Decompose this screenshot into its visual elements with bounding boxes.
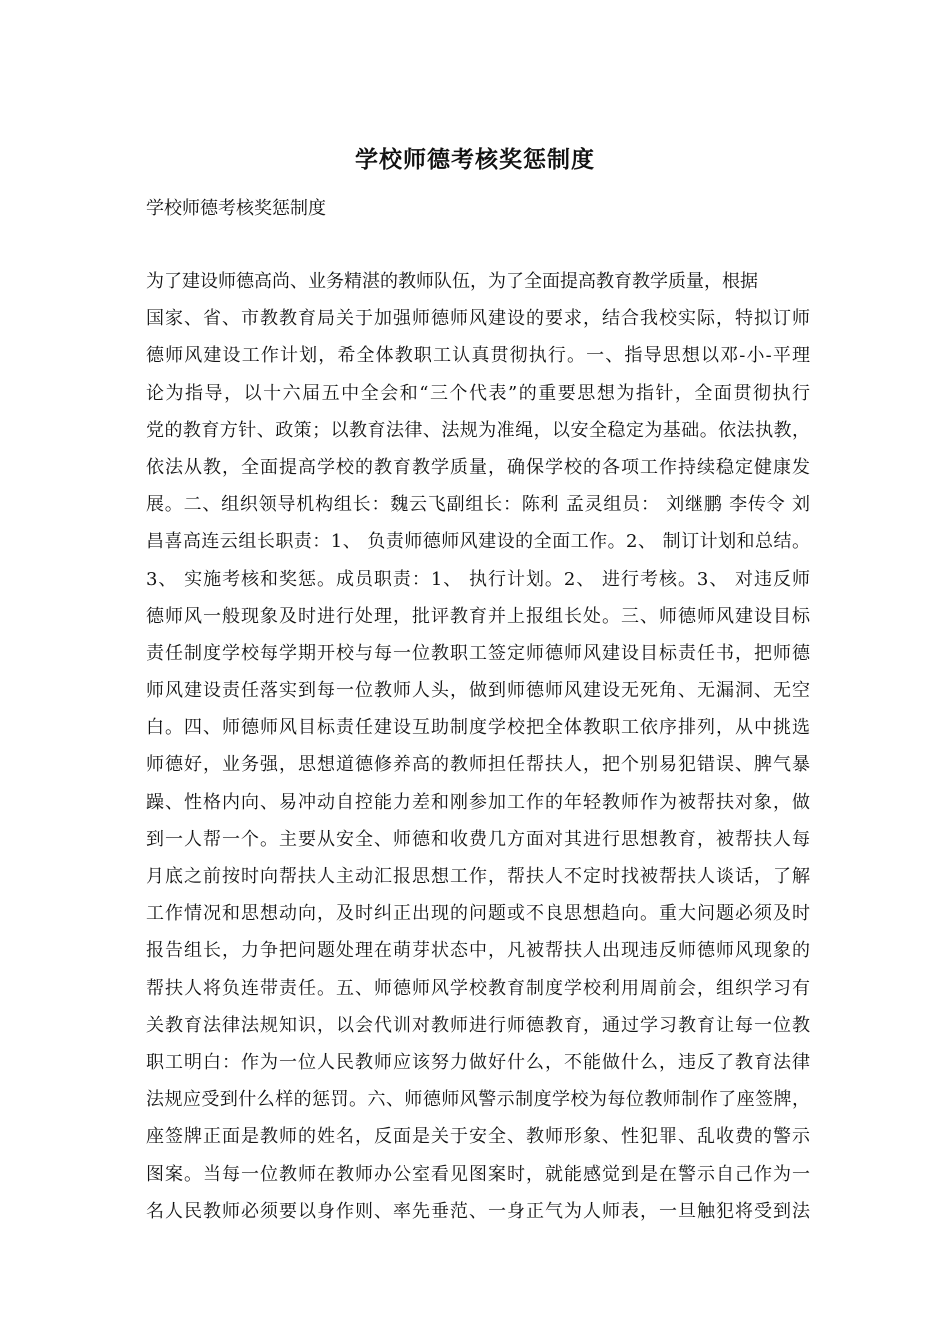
body-text-line: 图案。当每一位教师在教师办公室看见图案时，就能感觉到是在警示自己作为一 — [146, 1163, 810, 1185]
document-title: 学校师德考核奖惩制度 — [355, 146, 595, 173]
body-text-line: 名人民教师必须要以身作则、率先垂范、一身正气为人师表，一旦触犯将受到法 — [146, 1200, 810, 1222]
body-text-line: 师风建设责任落实到每一位教师人头，做到师德师风建设无死角、无漏洞、无空 — [146, 680, 810, 702]
body-text-line: 昌喜高连云组长职责：1、 负责师德师风建设的全面工作。2、 制订计划和总结。 — [146, 531, 810, 553]
body-text-line: 德师风建设工作计划，希全体教职工认真贯彻执行。一、指导思想以邓-小-平理 — [146, 345, 810, 367]
body-text-line: 工作情况和思想动向，及时纠正出现的问题或不良思想趋向。重大问题必须及时 — [146, 903, 810, 925]
body-text-line: 月底之前按时向帮扶人主动汇报思想工作，帮扶人不定时找被帮扶人谈话，了解 — [146, 866, 810, 887]
body-text-line: 责任制度学校每学期开校与每一位教职工签定师德师风建设目标责任书，把师德 — [146, 642, 810, 664]
body-text-line: 法规应受到什么样的惩罚。六、师德师风警示制度学校为每位教师制作了座签牌， — [146, 1089, 810, 1111]
body-text-line: 论为指导，以十六届五中全会和“三个代表”的重要思想为指针，全面贯彻执行 — [146, 382, 810, 404]
body-text-line: 展。二、组织领导机构组长：魏云飞副组长：陈利 孟灵组员： 刘继鹏 李传令 刘 — [146, 494, 810, 516]
body-text-line: 职工明白：作为一位人民教师应该努力做好什么，不能做什么，违反了教育法律 — [146, 1051, 810, 1073]
body-text-line: 白。四、师德师风目标责任建设互助制度学校把全体教职工依序排列，从中挑选 — [146, 717, 810, 739]
body-text-line: 关教育法律法规知识，以会代训对教师进行师德教育，通过学习教育让每一位教 — [146, 1014, 810, 1036]
body-text-line: 国家、省、市教教育局关于加强师德师风建设的要求，结合我校实际，特拟订师 — [146, 308, 810, 330]
body-text-line: 师德好，业务强，思想道德修养高的教师担任帮扶人，把个别易犯错误、脾气暴 — [146, 754, 810, 776]
body-text-line: 依法从教，全面提高学校的教育教学质量，确保学校的各项工作持续稳定健康发 — [146, 456, 810, 478]
body-text-line: 座签牌正面是教师的姓名，反面是关于安全、教师形象、性犯罪、乱收费的警示 — [146, 1126, 810, 1148]
body-text-line: 党的教育方针、政策；以教育法律、法规为准绳，以安全稳定为基础。依法执教， — [146, 419, 810, 441]
body-text-line: 报告组长，力争把问题处理在萌芽状态中，凡被帮扶人出现违反师德师风现象的 — [146, 940, 810, 962]
body-text-line: 德师风一般现象及时进行处理，批评教育并上报组长处。三、师德师风建设目标 — [146, 605, 810, 627]
document-subtitle: 学校师德考核奖惩制度 — [146, 198, 326, 219]
body-text-line: 到一人帮一个。主要从安全、师德和收费几方面对其进行思想教育，被帮扶人每 — [146, 828, 810, 850]
body-text-line: 躁、性格内向、易冲动自控能力差和刚参加工作的年轻教师作为被帮扶对象，做 — [146, 791, 810, 813]
document-body — [146, 263, 810, 1230]
body-text-line: 为了建设师德高尚、业务精湛的教师队伍，为了全面提高教育教学质量，根据 — [146, 271, 758, 292]
body-text-line: 帮扶人将负连带责任。五、师德师风学校教育制度学校利用周前会，组织学习有 — [146, 977, 810, 999]
body-text-line: 3、 实施考核和奖惩。成员职责：1、 执行计划。2、 进行考核。3、 对违反师 — [146, 568, 810, 590]
